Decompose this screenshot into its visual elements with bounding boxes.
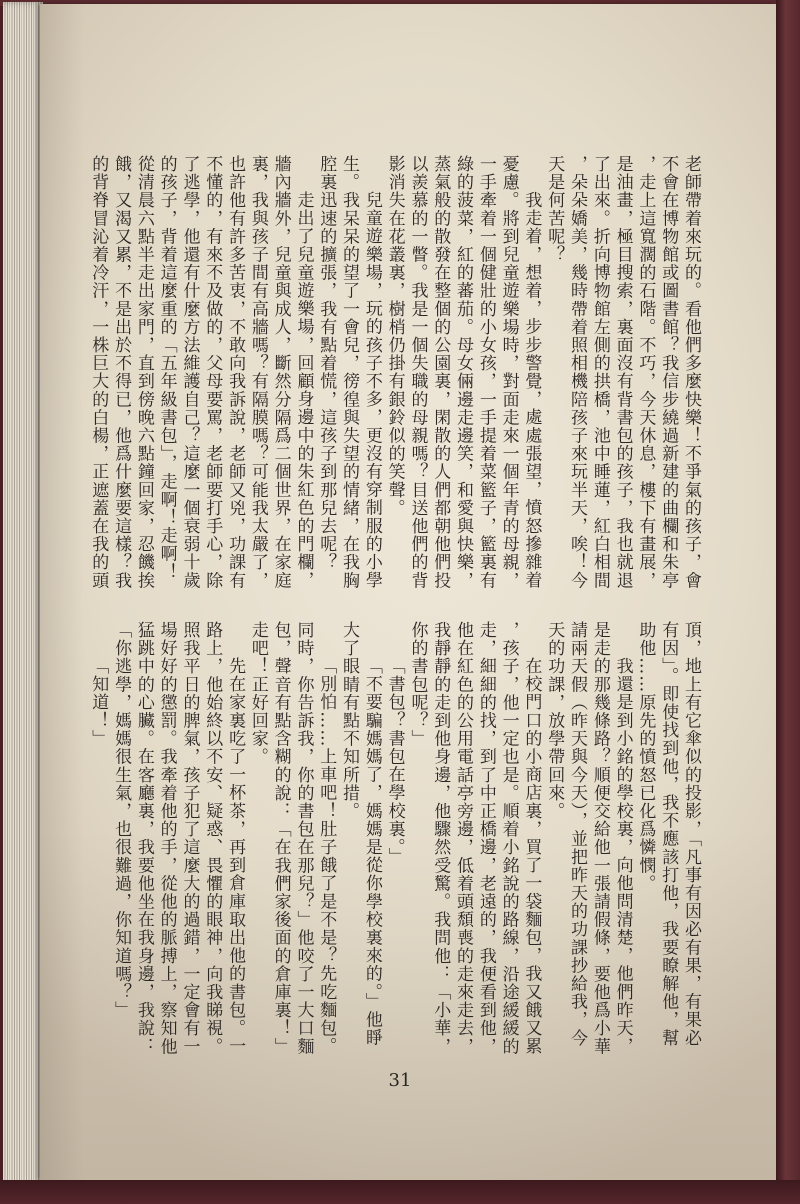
text-column: 請兩天假（昨天與今天），並把昨天的功課抄給我，今	[567, 621, 588, 1047]
text-column: 我靜靜的走到他身邊，他驟然受驚。我問他：「小華，	[430, 621, 451, 1056]
text-column: 不會在博物館或圖書館？我信步繞過新建的曲欄和朱亭	[658, 155, 679, 590]
text-column: 「別怕……上車吧！肚子餓了是不是？先吃麵包。	[316, 657, 337, 1056]
text-column: 你的書包呢？」	[407, 621, 428, 748]
text-column: 助他……原先的憤怒已化爲憐憫。	[635, 621, 656, 893]
text-column: 憂慮。將到兒童遊樂場時，對面走來一個年青的母親，	[498, 155, 519, 590]
text-column: 的孩子，背着這麼重的「五年級書包」，走啊！走啊！	[156, 155, 177, 581]
text-column: 先在家裏吃了一杯茶，再到倉庫取出他的書包。一	[225, 657, 246, 1056]
text-column: 在校門口的小商店裏，買了一袋麵包，我又餓又累	[521, 657, 542, 1056]
text-column: 包，聲音有點含糊的說：「在我們家後面的倉庫裏！」	[270, 621, 291, 1056]
text-column: ，孩子，他一定也是。順着小銘說的路線，沿途緩緩的	[498, 621, 519, 1056]
text-column: 腔裏迅速的擴張，我有點着慌，這孩子到那兒去呢？	[316, 155, 337, 572]
text-column: 天是何苦呢？	[544, 155, 565, 264]
text-column: 裏，我與孩子間有高牆嗎？有隔膜嗎？可能我太嚴了，	[247, 155, 268, 590]
text-column: 照我平日的脾氣，孩子犯了這麼大的過錯，一定會有一	[179, 621, 200, 1056]
text-column: 是走的那幾條路？順便交給他一張請假條，要他爲小華	[589, 621, 610, 1056]
page-edges	[3, 2, 43, 1188]
book-cover-right-edge	[776, 0, 800, 1204]
text-column: ，走上這寬濶的石階。不巧，今天休息，樓下有畫展，	[635, 155, 656, 590]
text-column: 牆內牆外，兒童與成人，斷然分隔爲二個世界，在家庭	[270, 155, 291, 590]
text-column: 影消失在花叢裏，樹梢仍掛有銀鈴似的笑聲。	[384, 155, 405, 517]
text-column: 綠的菠菜，紅的蕃茄。母女倆邊走邊笑，和愛與快樂，	[453, 155, 474, 590]
text-column: 同時，你告訴我，你的書包在那兒？」他咬了一大口麵	[293, 621, 314, 1056]
text-column: ，朵朵嬌美，幾時帶着照相機陪孩子來玩半天，唉！今	[567, 155, 588, 590]
text-column: 「知道！」	[88, 657, 109, 748]
text-column: 走吧！正好回家。	[247, 621, 268, 766]
book-cover-bottom-edge	[0, 1180, 800, 1204]
text-column: 生。我呆呆的望了一會兒，徬徨與失望的情緒，在我胸	[339, 155, 360, 590]
text-column: 走，細細的找，到了中正橋邊，老遠的，我便看到他，	[475, 621, 496, 1056]
text-column: 「書包？書包在學校裏。」	[384, 657, 405, 866]
text-column: 一手牽着一個健壯的小女孩，一手提着菜籃子，籃裏有	[475, 155, 496, 590]
lower-text-block	[86, 621, 702, 1055]
text-column: 路上，他始終以不安、疑惑、畏懼的眼神，向我睇視。	[202, 621, 223, 1056]
text-column: 我走着，想着，步步警覺，處處張望，憤怒摻雜着	[521, 191, 542, 590]
text-column: 蒸氣般的散發在整個的公園裏，閑散的人們都朝他們投	[430, 155, 451, 590]
text-column: 「你逃學，媽媽很生氣，也很難過，你知道嗎？」	[111, 621, 132, 1020]
text-column: 也許他有許多苦衷，不敢向我訴說，老師又兇，功課有	[225, 155, 246, 590]
text-column: 了出來。折向博物館左側的拱橋，池中睡蓮，紅白相間	[589, 155, 610, 590]
text-column: 有因」。即使找到他，我不應該打他，我要瞭解他，幫	[658, 621, 679, 1047]
upper-text-block	[86, 155, 702, 589]
text-column: 場好好的懲罰。我牽着他的手，從他的脈搏上，察知他	[156, 621, 177, 1056]
text-column: 是油畫，極目搜索，裏面沒有背書包的孩子，我也就退	[612, 155, 633, 590]
text-column: 了逃學，他還有什麼方法維護自己？這麼一個衰弱十歲	[179, 155, 200, 590]
book-page	[40, 4, 776, 1180]
text-column: 從清晨六點半走出家門，直到傍晚六點鐘回家，忍饑挨	[133, 155, 154, 590]
text-column: 「不要騙媽媽了，媽媽是從你學校裏來的。」他睜	[361, 657, 382, 1047]
text-column: 的背脊冒沁着冷汗，一株巨大的白楊，正遮蓋在我的頭	[88, 155, 109, 590]
text-column: 猛跳中的心臟。在客廳裏，我要他坐在我身邊，我說：	[133, 621, 154, 1056]
text-column: 我還是到小銘的學校裏，向他問清楚，他們昨天，	[612, 657, 633, 1056]
text-column: 以羨慕的一瞥。我是一個失職的母親嗎？目送他們的背	[407, 155, 428, 590]
page-number: 31	[388, 1070, 412, 1091]
text-column: 餓，又渴又累，不是出於不得已，他爲什麼要這樣？我	[111, 155, 132, 590]
text-column: 他在紅色的公用電話亭旁邊，低着頭頹喪的走來走去，	[453, 621, 474, 1056]
text-column: 兒童遊樂場，玩的孩子不多，更沒有穿制服的小學	[361, 191, 382, 590]
text-column: 老師帶着來玩的。看他們多麼快樂！不爭氣的孩子，會	[681, 155, 701, 590]
text-column: 不懂的，有來不及做的，父母要罵，老師要打手心，除	[202, 155, 223, 590]
text-column: 天的功課，放學帶回來。	[544, 621, 565, 821]
text-column: 走出了兒童遊樂場，回顧身邊中的朱紅色的門欄，	[293, 191, 314, 590]
text-column: 頂，地上有它傘似的投影，「凡事有因必有果，有果必	[681, 621, 701, 1047]
text-column: 大了眼睛有點不知所措。	[339, 621, 360, 821]
